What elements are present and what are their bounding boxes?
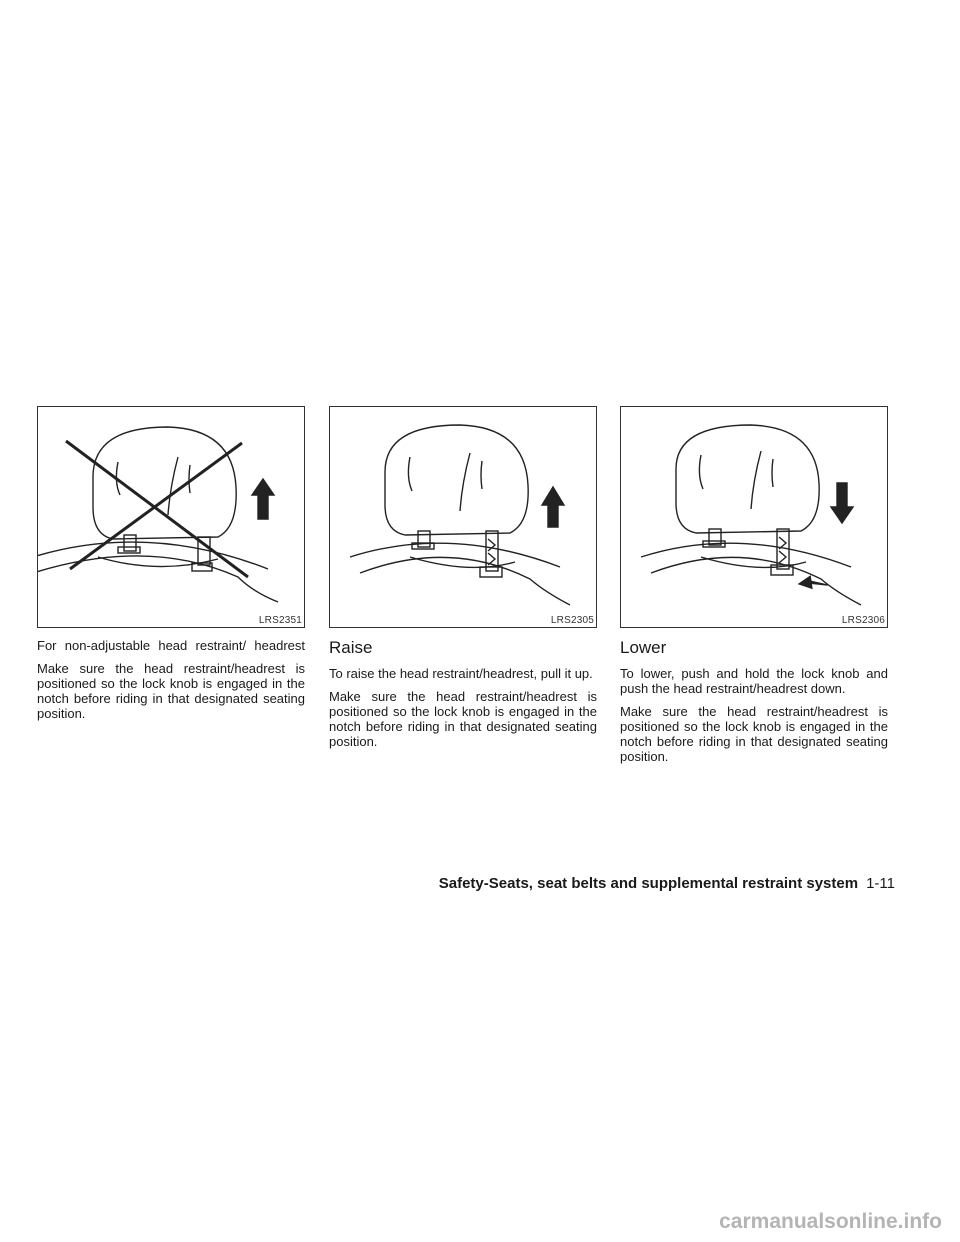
headrest-lower-illustration: [621, 407, 887, 627]
figure-raise: [329, 406, 597, 628]
footer-section-title: Safety-Seats, seat belts and supplemental restraint system: [438, 875, 859, 892]
figure-code: LRS2305: [550, 615, 594, 626]
column-lower: [620, 406, 888, 772]
watermark: carmanualsonline.info: [719, 1210, 942, 1233]
section-heading-lower: Lower: [620, 638, 667, 657]
figure-caption: For non-adjustable head restraint/ headrest: [37, 638, 305, 653]
headrest-crossed-out-illustration: [38, 407, 304, 627]
column-non-adjustable: [37, 406, 305, 729]
figure-code: LRS2351: [258, 615, 302, 626]
column-text: [37, 638, 305, 721]
column-text: [620, 666, 888, 764]
column-raise: [329, 406, 597, 757]
paragraph: Make sure the head restraint/headrest is positioned so the lock knob is engaged in the notch before riding in that designated seating position.: [329, 689, 597, 749]
paragraph: Make sure the head restraint/headrest is positioned so the lock knob is engaged in the notch before riding in that designated seating position.: [620, 704, 888, 764]
figure-lower: [620, 406, 888, 628]
column-text: [329, 666, 597, 749]
figure-code: LRS2306: [841, 615, 885, 626]
paragraph: To lower, push and hold the lock knob and push the head restraint/headrest down.: [620, 666, 888, 696]
section-heading-raise: Raise: [329, 638, 373, 657]
headrest-raise-illustration: [330, 407, 596, 627]
page-footer: [420, 875, 895, 892]
paragraph: To raise the head restraint/headrest, pull it up.: [329, 666, 593, 681]
figure-non-adjustable: [37, 406, 305, 628]
paragraph: Make sure the head restraint/headrest is positioned so the lock knob is engaged in the notch before riding in that designated seating position.: [37, 661, 305, 721]
page-number: 1-11: [866, 875, 895, 892]
